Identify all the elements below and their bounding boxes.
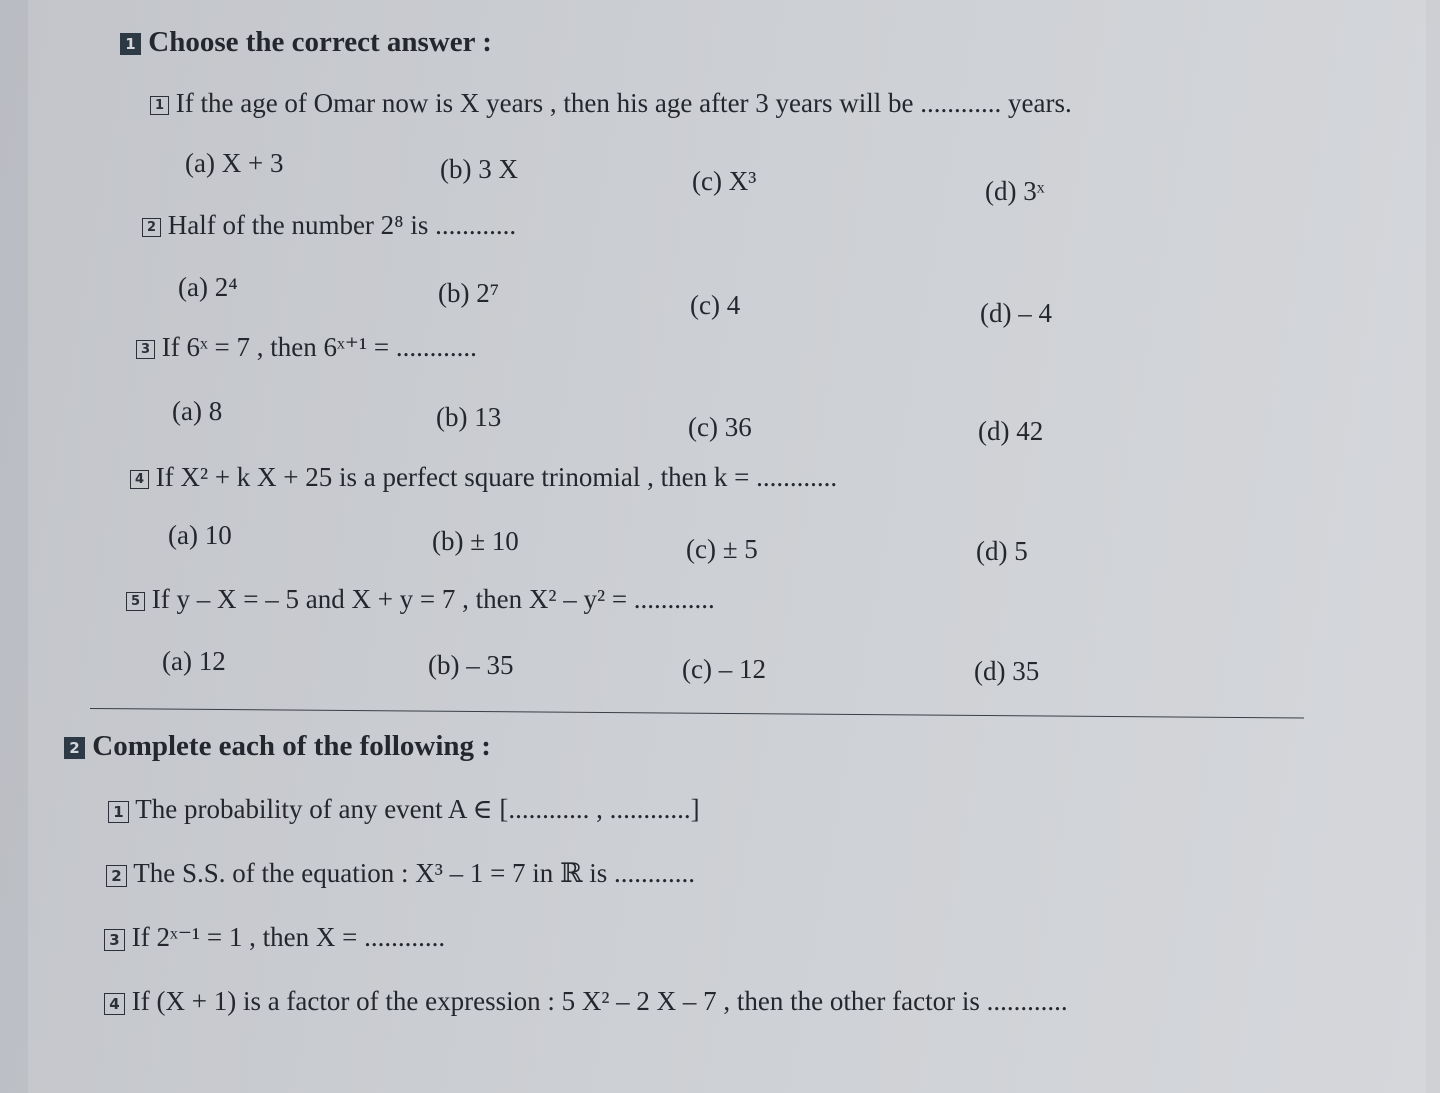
question-3 bbox=[136, 332, 477, 363]
q3-option-c[interactable]: (c) 36 bbox=[688, 412, 752, 442]
section-1-header bbox=[120, 26, 492, 59]
q5-option-b[interactable]: (b) – 35 bbox=[428, 650, 514, 680]
q2-option-a[interactable]: (a) 2⁴ bbox=[178, 272, 238, 302]
question-1-text: If the age of Omar now is X years , then his age after 3 years will be ............ years. bbox=[175, 88, 1072, 118]
q2-option-d[interactable]: (d) – 4 bbox=[980, 298, 1052, 328]
question-2 bbox=[142, 210, 516, 241]
complete-item-2 bbox=[106, 858, 695, 889]
complete-item-1 bbox=[108, 794, 700, 825]
complete-item-4-text: If (X + 1) is a factor of the expression : 5 X² – 2 X – 7 , then the other factor is ............ bbox=[131, 986, 1068, 1016]
q2-option-c[interactable]: (c) 4 bbox=[690, 290, 741, 320]
q4-option-d[interactable]: (d) 5 bbox=[976, 536, 1028, 566]
q3-option-d[interactable]: (d) 42 bbox=[978, 416, 1044, 446]
section-2-header bbox=[64, 730, 491, 763]
q4-option-b[interactable]: (b) ± 10 bbox=[432, 526, 519, 556]
section-1-title: Choose the correct answer : bbox=[148, 26, 492, 58]
q5-option-c[interactable]: (c) – 12 bbox=[682, 654, 766, 684]
section-1-number: 1 bbox=[120, 33, 141, 55]
complete-item-1-number: 1 bbox=[108, 801, 129, 823]
question-4-text: If X² + k X + 25 is a perfect square trinomial , then k = ............ bbox=[155, 462, 838, 492]
question-2-number: 2 bbox=[142, 218, 161, 237]
complete-item-4-number: 4 bbox=[104, 993, 125, 1015]
q5-option-a[interactable]: (a) 12 bbox=[162, 646, 226, 676]
question-5 bbox=[126, 584, 715, 615]
question-4 bbox=[130, 462, 837, 493]
q3-option-a[interactable]: (a) 8 bbox=[172, 396, 223, 426]
question-1 bbox=[150, 88, 1072, 119]
section-2-number: 2 bbox=[64, 737, 85, 759]
question-5-number: 5 bbox=[126, 592, 145, 611]
q4-option-c[interactable]: (c) ± 5 bbox=[686, 534, 758, 564]
complete-item-1-text: The probability of any event A ∈ [............ , ............] bbox=[135, 794, 700, 824]
q2-option-b[interactable]: (b) 2⁷ bbox=[438, 278, 500, 308]
q4-option-a[interactable]: (a) 10 bbox=[168, 520, 232, 550]
q1-option-a[interactable]: (a) X + 3 bbox=[185, 148, 284, 178]
q1-option-c[interactable]: (c) X³ bbox=[692, 166, 757, 196]
question-4-number: 4 bbox=[130, 470, 149, 489]
q1-option-d[interactable]: (d) 3ˣ bbox=[985, 176, 1045, 206]
q3-option-b[interactable]: (b) 13 bbox=[436, 402, 502, 432]
complete-item-3 bbox=[104, 922, 445, 953]
complete-item-3-number: 3 bbox=[104, 929, 125, 951]
section-2-title: Complete each of the following : bbox=[92, 730, 491, 762]
complete-item-3-text: If 2ˣ⁻¹ = 1 , then X = ............ bbox=[131, 922, 446, 952]
complete-item-2-text: The S.S. of the equation : X³ – 1 = 7 in ℝ is ............ bbox=[133, 858, 695, 888]
question-3-text: If 6ˣ = 7 , then 6ˣ⁺¹ = ............ bbox=[161, 332, 477, 362]
complete-item-2-number: 2 bbox=[106, 865, 127, 887]
q5-option-d[interactable]: (d) 35 bbox=[974, 656, 1040, 686]
q1-option-b[interactable]: (b) 3 X bbox=[440, 154, 518, 184]
question-1-number: 1 bbox=[150, 96, 169, 115]
question-2-text: Half of the number 2⁸ is ............ bbox=[167, 210, 517, 240]
question-5-text: If y – X = – 5 and X + y = 7 , then X² – y² = ............ bbox=[151, 584, 715, 614]
complete-item-4 bbox=[104, 986, 1068, 1017]
question-3-number: 3 bbox=[136, 340, 155, 359]
